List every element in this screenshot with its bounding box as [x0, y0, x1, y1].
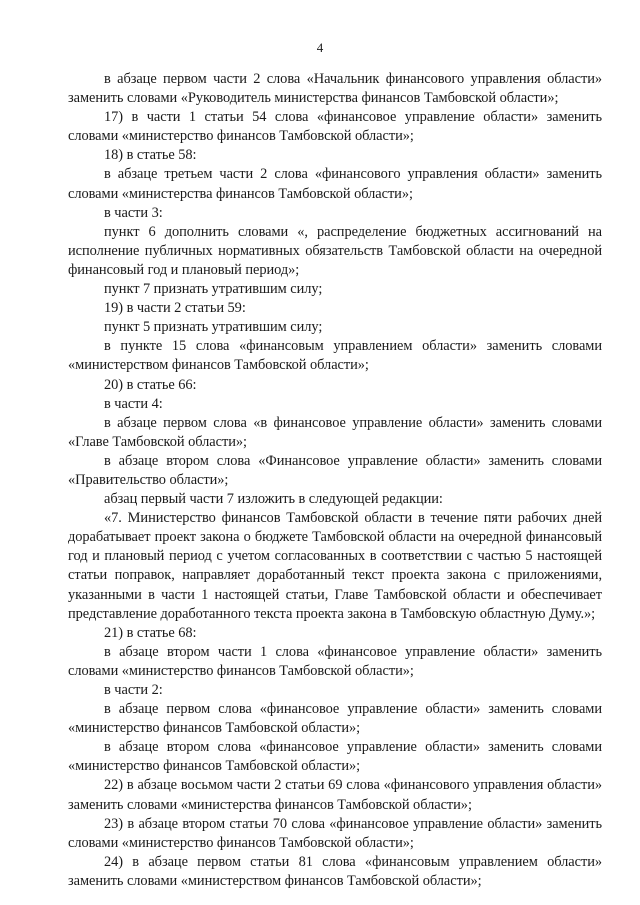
page-number: 4 — [316, 40, 324, 55]
paragraph: в части 3: — [104, 204, 163, 221]
paragraph: 20) в статье 66: — [104, 376, 197, 393]
paragraph: 22) в абзаце восьмом части 2 статьи 69 слова «финансового управления области» заменить словами «министерства финансов Тамбовской области»; — [68, 777, 602, 813]
paragraph: 23) в абзаце втором статьи 70 слова «финансовое управление области» заменить словами «министерство финансов Тамбовской области»; — [68, 815, 602, 851]
paragraph: в абзаце втором слова «финансовое управление области» заменить словами «министерство финансов Тамбовской области»; — [68, 739, 602, 775]
paragraph: в абзаце втором слова «Финансовое управление области» заменить словами «Правительство области»; — [68, 452, 602, 488]
paragraph: «7. Министерство финансов Тамбовской области в течение пяти рабочих дней дорабатывает проект закона о бюджете Тамбовской области на очередной финансовый год и плановый период с учетом согласованных в соответствии с частью 5 настоящей статьи поправок, направляет доработанный текст проекта закона с приложениями, указанными в части 1 настоящей статьи, Главе Тамбовской области и обеспечивает представление доработанного текста проекта закона в Тамбовскую областную Думу.»; — [68, 510, 602, 622]
paragraph: в абзаце первом части 2 слова «Начальник финансового управления области» заменить словами «Руководитель министерства финансов Тамбовской области»; — [68, 71, 602, 107]
paragraph: 21) в статье 68: — [104, 624, 197, 641]
paragraph: 19) в части 2 статьи 59: — [104, 300, 246, 317]
paragraph: пункт 5 признать утратившим силу; — [104, 319, 323, 336]
paragraph: 17) в части 1 статьи 54 слова «финансовое управление области» заменить словами «министерство финансов Тамбовской области»; — [68, 109, 602, 145]
paragraph: в пункте 15 слова «финансовым управлением области» заменить словами «министерством финансов Тамбовской области»; — [68, 338, 602, 374]
paragraph: 18) в статье 58: — [104, 147, 197, 164]
paragraph: в абзаце первом слова «финансовое управление области» заменить словами «министерство финансов Тамбовской области»; — [68, 701, 602, 737]
paragraph: в абзаце первом слова «в финансовое управление области» заменить словами «Главе Тамбовской области»; — [68, 414, 602, 450]
paragraph: в абзаце втором части 1 слова «финансовое управление области» заменить словами «министерство финансов Тамбовской области»; — [68, 643, 602, 679]
paragraph: в части 4: — [104, 395, 163, 412]
paragraph: в абзаце третьем части 2 слова «финансового управления области» заменить словами «министерства финансов Тамбовской области»; — [68, 166, 602, 202]
paragraph: пункт 6 дополнить словами «, распределение бюджетных ассигнований на исполнение публичных нормативных обязательств Тамбовской области на очередной финансовый год и плановый период»; — [68, 223, 602, 278]
paragraph: пункт 7 признать утратившим силу; — [104, 281, 323, 298]
document-body — [68, 70, 602, 891]
paragraph: абзац первый части 7 изложить в следующей редакции: — [104, 491, 443, 508]
paragraph: в части 2: — [104, 682, 163, 698]
paragraph: 24) в абзаце первом статьи 81 слова «финансовым управлением области» заменить словами «министерством финансов Тамбовской области»; — [68, 853, 602, 889]
